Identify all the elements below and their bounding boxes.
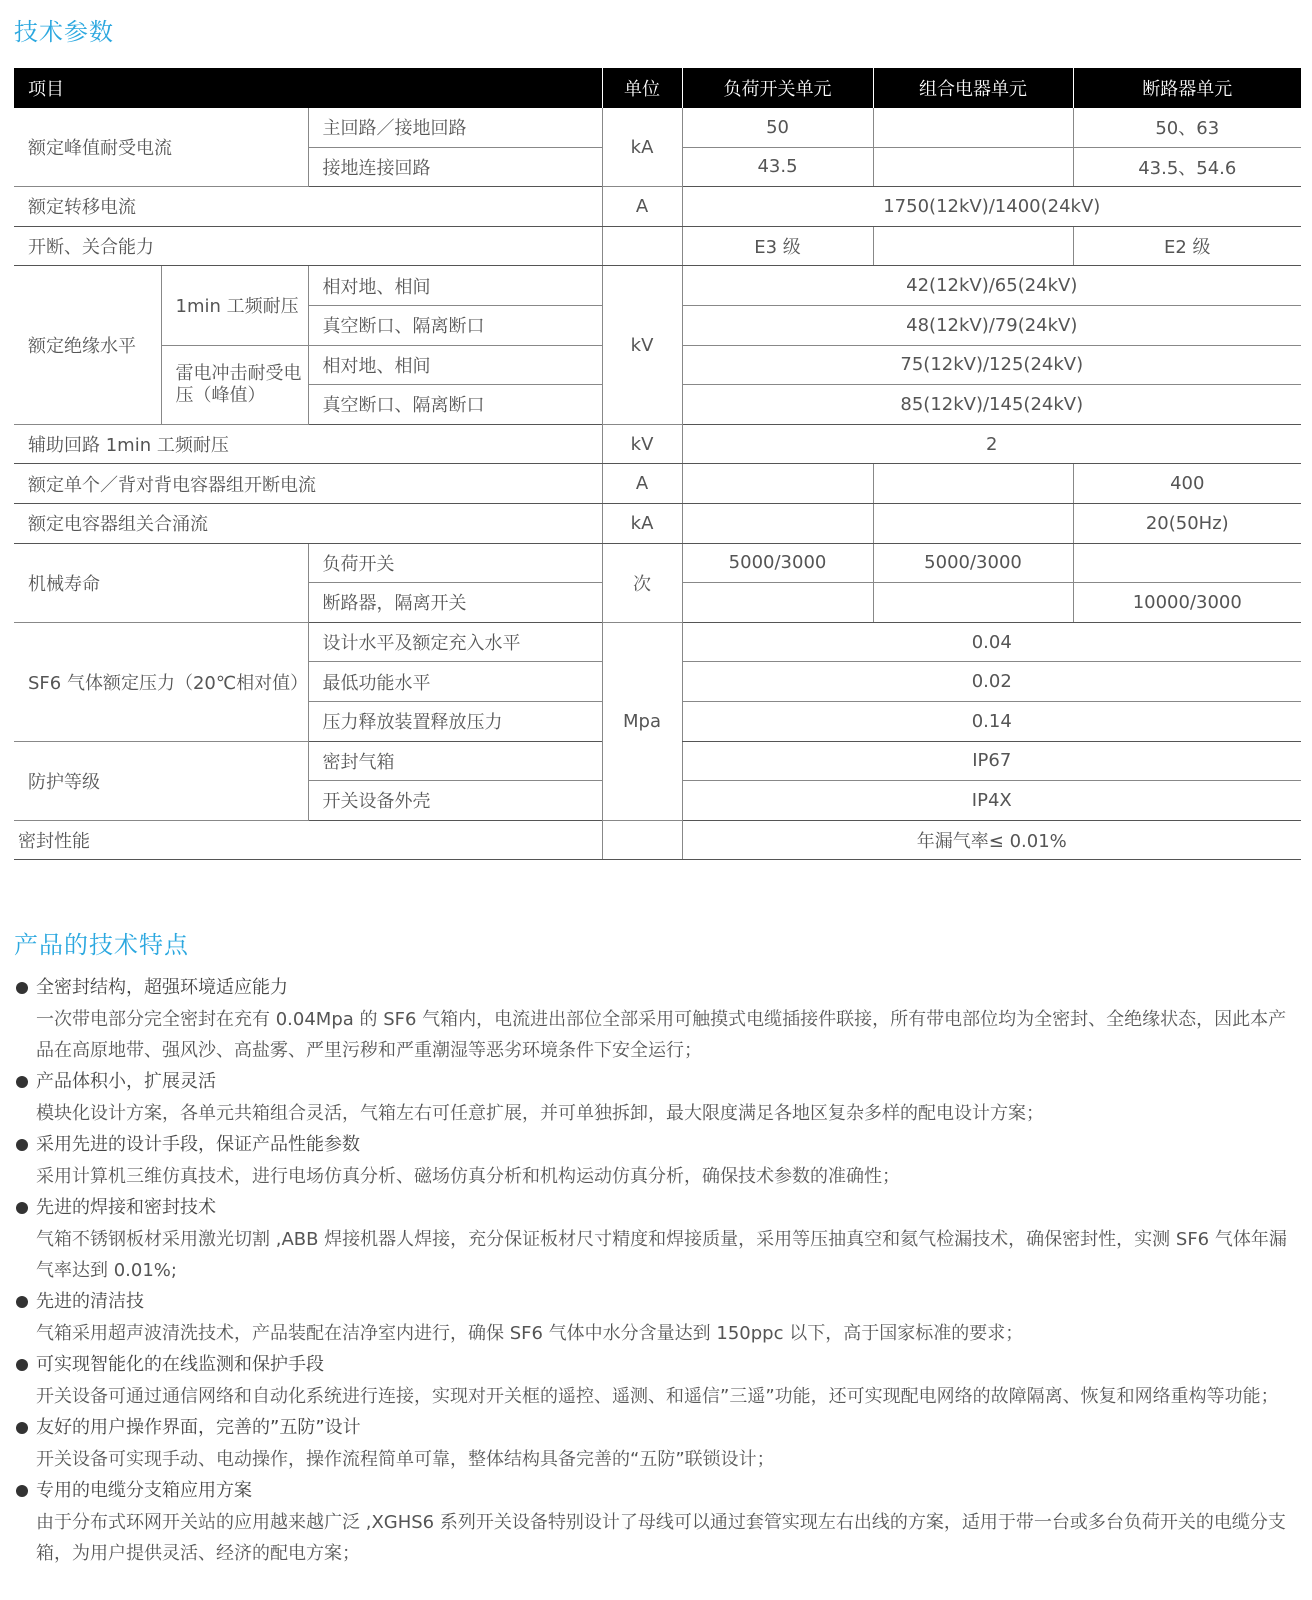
- spec-table: [14, 68, 1301, 860]
- unit-cell: kA: [602, 108, 682, 187]
- row-label-transfer: 额定转移电流: [14, 187, 602, 227]
- value-cell: 0.14: [682, 701, 1301, 741]
- value-cell: 5000/3000: [682, 543, 873, 583]
- table-row: [14, 226, 1301, 266]
- value-cell-empty: [682, 503, 873, 543]
- feature-heading: 可实现智能化的在线监测和保护手段: [36, 1354, 324, 1375]
- value-cell: 0.02: [682, 662, 1301, 702]
- unit-cell: A: [602, 187, 682, 227]
- value-cell-empty: [873, 583, 1073, 623]
- sub-label: 真空断口、隔离断口: [308, 305, 602, 345]
- value-cell: 75(12kV)/125(24kV): [682, 345, 1301, 385]
- value-cell: 2: [682, 424, 1301, 464]
- value-cell: 43.5、54.6: [1073, 147, 1301, 187]
- section-title-features: 产品的技术特点: [14, 931, 189, 959]
- unit-cell: A: [602, 464, 682, 504]
- list-item: [14, 1475, 1304, 1569]
- value-cell: 10000/3000: [1073, 583, 1301, 623]
- sub-label: 负荷开关: [308, 543, 602, 583]
- group-label: 雷电冲击耐受电压（峰值）: [161, 345, 308, 424]
- row-label-breaking: 开断、关合能力: [14, 226, 602, 266]
- unit-cell: kV: [602, 266, 682, 424]
- value-cell: 年漏气率≤ 0.01%: [682, 820, 1301, 860]
- value-cell: E2 级: [1073, 226, 1301, 266]
- list-item: [14, 972, 1304, 1066]
- value-cell: 400: [1073, 464, 1301, 504]
- value-cell: 1750(12kV)/1400(24kV): [682, 187, 1301, 227]
- bullet-icon: [16, 982, 28, 994]
- sub-label: 接地连接回路: [308, 147, 602, 187]
- feature-heading: 产品体积小，扩展灵活: [36, 1071, 216, 1092]
- sub-label: 真空断口、隔离断口: [308, 385, 602, 425]
- sub-label: 主回路／接地回路: [308, 108, 602, 147]
- table-row: [14, 266, 1301, 306]
- unit-cell: kA: [602, 503, 682, 543]
- sub-label: 设计水平及额定充入水平: [308, 622, 602, 662]
- unit-cell: 次: [602, 543, 682, 622]
- feature-heading: 全密封结构，超强环境适应能力: [36, 977, 288, 998]
- value-cell-empty: [682, 464, 873, 504]
- table-row: [14, 503, 1301, 543]
- list-item: [14, 1412, 1304, 1475]
- header-item: 项目: [14, 68, 602, 108]
- unit-cell-empty: [602, 820, 682, 860]
- feature-heading: 先进的焊接和密封技术: [36, 1197, 216, 1218]
- row-label-capacitor-inrush: 额定电容器组关合涌流: [14, 503, 602, 543]
- table-row: [14, 108, 1301, 147]
- bullet-icon: [16, 1359, 28, 1371]
- header-combo-unit: 组合电器单元: [873, 68, 1073, 108]
- value-cell-empty: [682, 583, 873, 623]
- value-cell: 48(12kV)/79(24kV): [682, 305, 1301, 345]
- header-load-switch: 负荷开关单元: [682, 68, 873, 108]
- value-cell-empty: [873, 464, 1073, 504]
- row-label-capacitor-break: 额定单个／背对背电容器组开断电流: [14, 464, 602, 504]
- table-row: [14, 820, 1301, 860]
- list-item: [14, 1192, 1304, 1286]
- group-label: 1min 工频耐压: [161, 266, 308, 345]
- bullet-icon: [16, 1076, 28, 1088]
- row-label-insulation: 额定绝缘水平: [14, 266, 161, 424]
- row-label-aux: 辅助回路 1min 工频耐压: [14, 424, 602, 464]
- bullet-icon: [16, 1296, 28, 1308]
- table-row: [14, 464, 1301, 504]
- value-cell-empty: [873, 226, 1073, 266]
- feature-body: 开关设备可通过通信网络和自动化系统进行连接，实现对开关框的遥控、遥测、和遥信”三遥”功能，还可实现配电网络的故障隔离、恢复和网络重构等功能；: [36, 1386, 1279, 1407]
- value-cell: 43.5: [682, 147, 873, 187]
- value-cell: E3 级: [682, 226, 873, 266]
- value-cell: 50、63: [1073, 108, 1301, 147]
- table-header-row: [14, 68, 1301, 108]
- value-cell: IP4X: [682, 781, 1301, 821]
- sub-label: 最低功能水平: [308, 662, 602, 702]
- feature-heading: 先进的清洁技: [36, 1291, 144, 1312]
- header-unit: 单位: [602, 68, 682, 108]
- feature-body: 气箱不锈钢板材采用激光切割 ,ABB 焊接机器人焊接，充分保证板材尺寸精度和焊接质量，采用等压抽真空和氦气检漏技术，确保密封性，实测 SF6 气体年漏气率达到 0.01%;: [36, 1229, 1287, 1281]
- table-row: [14, 543, 1301, 583]
- value-cell-empty: [873, 503, 1073, 543]
- bullet-icon: [16, 1202, 28, 1214]
- value-cell: 85(12kV)/145(24kV): [682, 385, 1301, 425]
- value-cell: 20(50Hz): [1073, 503, 1301, 543]
- row-label-sf6: SF6 气体额定压力（20℃相对值）: [14, 622, 308, 741]
- feature-body: 开关设备可实现手动、电动操作，操作流程简单可靠，整体结构具备完善的“五防”联锁设计；: [36, 1449, 775, 1470]
- value-cell-empty: [873, 147, 1073, 187]
- feature-heading: 友好的用户操作界面，完善的”五防”设计: [36, 1417, 361, 1438]
- row-label-peak: 额定峰值耐受电流: [14, 108, 308, 187]
- sub-label: 相对地、相间: [308, 266, 602, 306]
- feature-body: 采用计算机三维仿真技术，进行电场仿真分析、磁场仿真分析和机构运动仿真分析，确保技术参数的准确性；: [36, 1166, 900, 1187]
- sub-label: 相对地、相间: [308, 345, 602, 385]
- list-item: [14, 1066, 1304, 1129]
- sub-label: 开关设备外壳: [308, 781, 602, 821]
- unit-cell: Mpa: [602, 622, 682, 820]
- sub-label: 断路器，隔离开关: [308, 583, 602, 623]
- unit-cell: kV: [602, 424, 682, 464]
- row-label-protection: 防护等级: [14, 741, 308, 820]
- value-cell-empty: [1073, 543, 1301, 583]
- unit-cell-empty: [602, 226, 682, 266]
- sub-label: 密封气箱: [308, 741, 602, 781]
- feature-body: 气箱采用超声波清洗技术，产品装配在洁净室内进行，确保 SF6 气体中水分含量达到 150ppc 以下，高于国家标准的要求；: [36, 1323, 1024, 1344]
- feature-heading: 采用先进的设计手段，保证产品性能参数: [36, 1134, 360, 1155]
- list-item: [14, 1129, 1304, 1192]
- row-label-mech: 机械寿命: [14, 543, 308, 622]
- features-list: [14, 972, 1304, 1569]
- row-label-seal: 密封性能: [14, 820, 602, 860]
- table-row: [14, 424, 1301, 464]
- feature-body: 一次带电部分完全密封在充有 0.04Mpa 的 SF6 气箱内，电流进出部位全部采用可触摸式电缆插接件联接，所有带电部位均为全密封、全绝缘状态，因此本产品在高原地带、强风沙、高盐雾、严里污秽和严重潮湿等恶劣环境条件下安全运行；: [36, 1009, 1287, 1061]
- value-cell: 0.04: [682, 622, 1301, 662]
- value-cell: 50: [682, 108, 873, 147]
- list-item: [14, 1349, 1304, 1412]
- section-title-params: 技术参数: [14, 18, 114, 46]
- feature-body: 由于分布式环网开关站的应用越来越广泛 ,XGHS6 系列开关设备特别设计了母线可以通过套管实现左右出线的方案，适用于带一台或多台负荷开关的电缆分支箱，为用户提供灵活、经济的配电方案；: [36, 1512, 1286, 1564]
- bullet-icon: [16, 1422, 28, 1434]
- value-cell-empty: [873, 108, 1073, 147]
- value-cell: 42(12kV)/65(24kV): [682, 266, 1301, 306]
- feature-body: 模块化设计方案，各单元共箱组合灵活，气箱左右可任意扩展，并可单独拆卸，最大限度满足各地区复杂多样的配电设计方案；: [36, 1103, 1044, 1124]
- table-row: [14, 622, 1301, 662]
- feature-heading: 专用的电缆分支箱应用方案: [36, 1480, 252, 1501]
- value-cell: IP67: [682, 741, 1301, 781]
- bullet-icon: [16, 1139, 28, 1151]
- header-breaker-unit: 断路器单元: [1073, 68, 1301, 108]
- bullet-icon: [16, 1485, 28, 1497]
- value-cell: 5000/3000: [873, 543, 1073, 583]
- list-item: [14, 1286, 1304, 1349]
- table-row: [14, 187, 1301, 227]
- sub-label: 压力释放装置释放压力: [308, 701, 602, 741]
